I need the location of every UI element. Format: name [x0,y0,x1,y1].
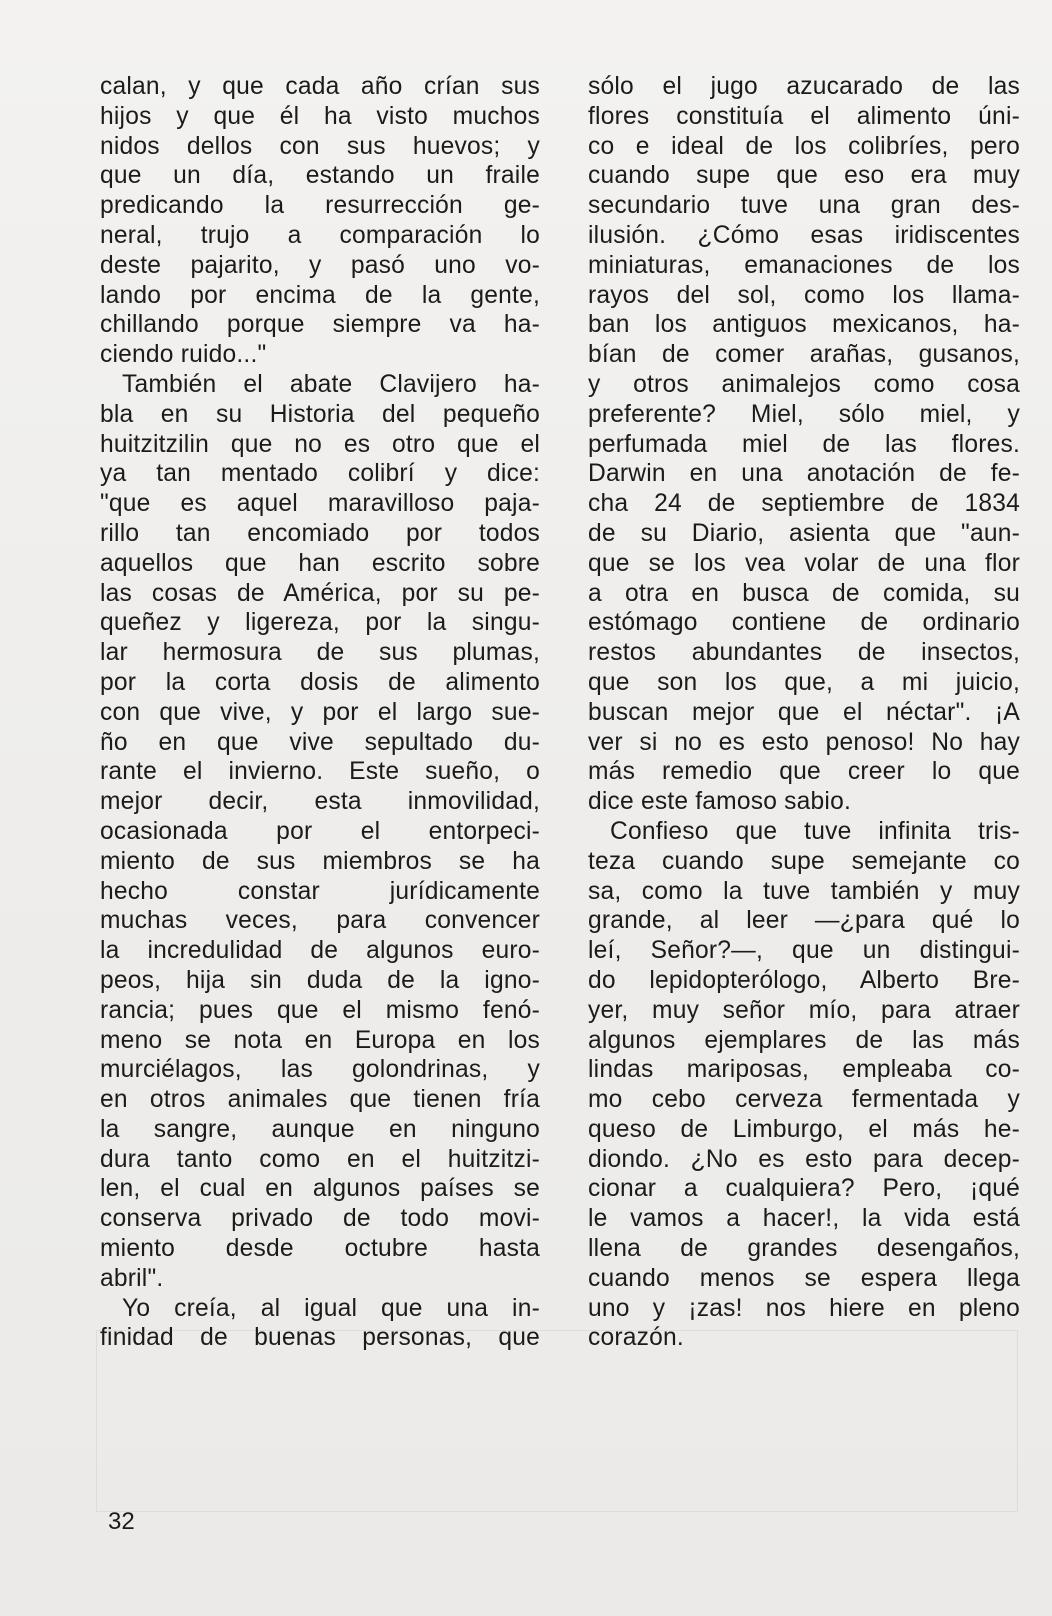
text-line: por la corta dosis de alimento [100,668,540,696]
text-line: "que es aquel maravilloso paja- [100,490,540,518]
text-line: en otros animales que tienen fría [100,1086,540,1114]
text-line: uno y ¡zas! nos hiere en pleno [588,1294,1020,1322]
text-line: rante el invierno. Este sueño, o [100,758,540,786]
text-line: huitzitzilin que no es otro que el [100,430,540,458]
text-line: calan, y que cada año crían sus [100,73,540,100]
text-line: sa, como la tuve también y muy [588,877,1020,905]
text-line: peos, hija sin duda de la igno- [100,966,540,994]
text-line: rancia; pues que el mismo fenó- [100,996,540,1024]
text-line: la sangre, aunque en ninguno [100,1115,540,1143]
text-line: llena de grandes desengaños, [588,1235,1020,1263]
text-line: lar hermosura de sus plumas, [100,639,540,667]
text-line: ya tan mentado colibrí y dice: [100,460,540,488]
text-line: lindas mariposas, empleaba co- [588,1056,1020,1084]
text-line: que un día, estando un fraile [100,162,540,190]
text-line: ver si no es esto penoso! No hay [588,728,1020,756]
text-line: ño en que vive sepultado du- [100,728,540,756]
text-line: corazón. [588,1324,684,1352]
text-line: aquellos que han escrito sobre [100,549,540,577]
text-line: algunos ejemplares de las más [588,1026,1020,1054]
text-line: hijos y que él ha visto muchos [100,102,540,130]
text-line: co e ideal de los colibríes, pero [588,132,1020,160]
text-line: queñez y ligereza, por la singu- [100,609,540,637]
text-line: Yo creía, al igual que una in- [122,1294,540,1322]
text-line: flores constituía el alimento úni- [588,102,1020,130]
text-line: cuando menos se espera llega [588,1264,1020,1292]
text-line: teza cuando supe semejante co [588,847,1020,875]
text-line: nidos dellos con sus huevos; y [100,132,540,160]
text-line: do lepidopterólogo, Alberto Bre- [588,966,1020,994]
text-line: sólo el jugo azucarado de las [588,73,1020,100]
bleed-through-frame [96,1330,1018,1512]
text-line: queso de Limburgo, el más he- [588,1115,1020,1143]
text-line: estómago contiene de ordinario [588,609,1020,637]
text-column-right [588,72,1020,1353]
text-line: la incredulidad de algunos euro- [100,937,540,965]
text-line: las cosas de América, por su pe- [100,579,540,607]
text-line: len, el cual en algunos países se [100,1175,540,1203]
text-line: le vamos a hacer!, la vida está [588,1205,1020,1233]
text-line: que son los que, a mi juicio, [588,668,1020,696]
text-line: mejor decir, esta inmovilidad, [100,788,540,816]
text-line: meno se nota en Europa en los [100,1026,540,1054]
text-line: que se los vea volar de una flor [588,549,1020,577]
text-line: ciendo ruido..." [100,341,267,369]
text-line: rayos del sol, como los llama- [588,281,1020,309]
text-line: ilusión. ¿Cómo esas iridiscentes [588,221,1020,249]
text-line: lando por encima de la gente, [100,281,540,309]
text-line: restos abundantes de insectos, [588,639,1020,667]
page-number: 32 [108,1508,135,1535]
text-line: Darwin en una anotación de fe- [588,460,1020,488]
text-line: yer, muy señor mío, para atraer [588,996,1020,1024]
text-line: neral, trujo a comparación lo [100,221,540,249]
text-line: ocasionada por el entorpeci- [100,817,540,845]
text-line: preferente? Miel, sólo miel, y [588,400,1020,428]
text-line: de su Diario, asienta que "aun- [588,519,1020,547]
text-line: conserva privado de todo movi- [100,1205,540,1233]
text-line: chillando porque siempre va ha- [100,311,540,339]
text-line: miniaturas, emanaciones de los [588,251,1020,279]
text-line: deste pajarito, y pasó uno vo- [100,251,540,279]
text-line: cuando supe que eso era muy [588,162,1020,190]
text-line: más remedio que creer lo que [588,758,1020,786]
text-column-left [100,72,540,1353]
text-line: rillo tan encomiado por todos [100,519,540,547]
text-line: mo cebo cerveza fermentada y [588,1086,1020,1114]
text-line: diondo. ¿No es esto para decep- [588,1145,1020,1173]
text-line: finidad de buenas personas, que [100,1324,540,1352]
text-line: bla en su Historia del pequeño [100,400,540,428]
text-line: grande, al leer —¿para qué lo [588,907,1020,935]
text-line: secundario tuve una gran des- [588,192,1020,220]
text-line: miento desde octubre hasta [100,1235,540,1263]
text-line: cionar a cualquiera? Pero, ¡qué [588,1175,1020,1203]
text-line: También el abate Clavijero ha- [122,370,540,398]
text-line: buscan mejor que el néctar". ¡A [588,698,1020,726]
text-line: perfumada miel de las flores. [588,430,1020,458]
text-line: abril". [100,1264,164,1292]
text-line: predicando la resurrección ge- [100,192,540,220]
text-line: murciélagos, las golondrinas, y [100,1056,540,1084]
text-line: hecho constar jurídicamente [100,877,540,905]
text-line: muchas veces, para convencer [100,907,540,935]
text-line: ban los antiguos mexicanos, ha- [588,311,1020,339]
text-line: con que vive, y por el largo sue- [100,698,540,726]
text-line: dice este famoso sabio. [588,788,851,816]
text-line: miento de sus miembros se ha [100,847,540,875]
text-line: Confieso que tuve infinita tris- [610,817,1020,845]
text-line: a otra en busca de comida, su [588,579,1020,607]
text-line: bían de comer arañas, gusanos, [588,341,1020,369]
text-line: dura tanto como en el huitzitzi- [100,1145,540,1173]
text-line: y otros animalejos como cosa [588,370,1020,398]
text-line: leí, Señor?—, que un distingui- [588,937,1020,965]
text-line: cha 24 de septiembre de 1834 [588,490,1020,518]
